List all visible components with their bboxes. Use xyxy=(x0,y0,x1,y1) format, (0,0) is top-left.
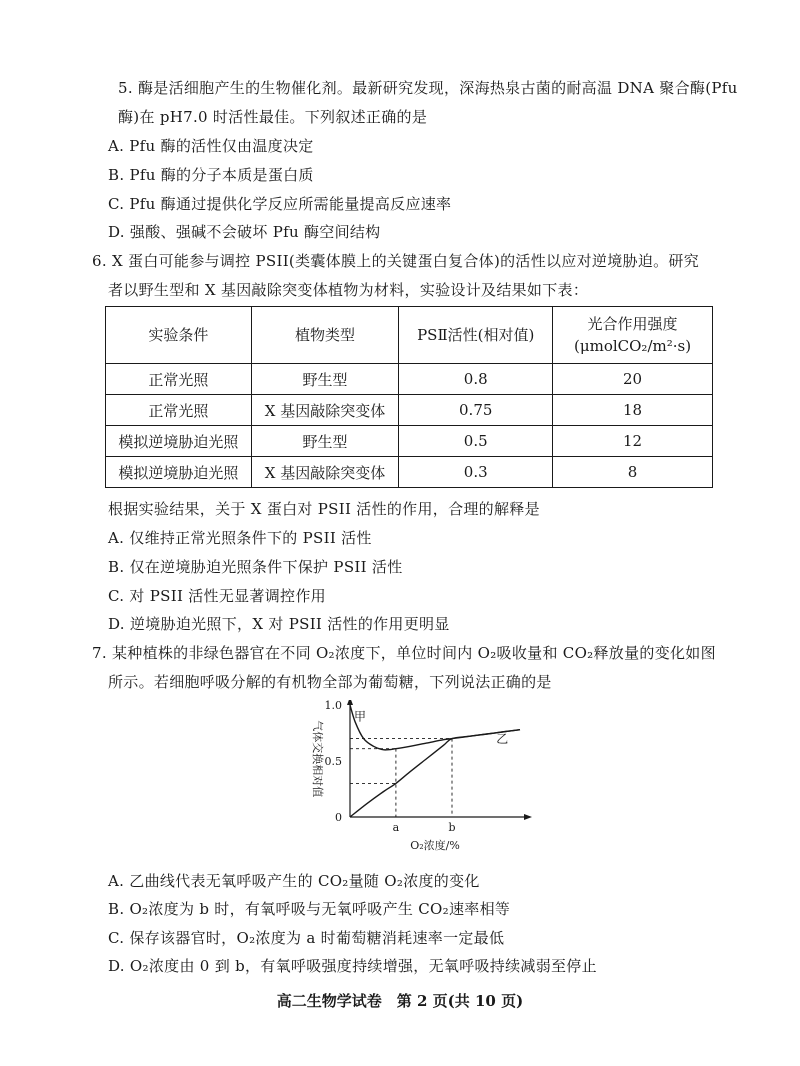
series-yi-line xyxy=(350,730,520,817)
table-header-photosynthesis xyxy=(553,307,713,364)
table-cell: 正常光照 xyxy=(106,364,252,395)
table-cell: 模拟逆境胁迫光照 xyxy=(106,457,252,488)
series-yi-label: 乙 xyxy=(496,732,509,747)
y-tick-label: 0.5 xyxy=(324,755,342,768)
table-header-row xyxy=(106,307,713,364)
q6-option-c: C. 对 PSII 活性无显著调控作用 xyxy=(108,587,326,605)
table-cell: 8 xyxy=(553,457,713,488)
table-cell: 正常光照 xyxy=(106,395,252,426)
q5-stem-line1: 5. 酶是活细胞产生的生物催化剂。最新研究发现，深海热泉古菌的耐高温 DNA 聚合酶(Pfu xyxy=(118,79,738,97)
q7-stem-line2: 所示。若细胞呼吸分解的有机物全部为葡萄糖，下列说法正确的是 xyxy=(108,673,552,691)
table-cell: 20 xyxy=(553,364,713,395)
q5-stem-line2: 酶)在 pH7.0 时活性最佳。下列叙述正确的是 xyxy=(118,108,428,126)
q7-option-c: C. 保存该器官时，O₂浓度为 a 时葡萄糖消耗速率一定最低 xyxy=(108,929,505,947)
table-cell: 18 xyxy=(553,395,713,426)
table-cell: 0.3 xyxy=(399,457,553,488)
q6-option-b: B. 仅在逆境胁迫光照条件下保护 PSII 活性 xyxy=(108,558,403,576)
y-tick-label: 1.0 xyxy=(324,700,342,712)
x-axis-label: O₂浓度/% xyxy=(410,839,460,852)
q7-option-a: A. 乙曲线代表无氧呼吸产生的 CO₂量随 O₂浓度的变化 xyxy=(108,872,480,890)
y-axis-arrow xyxy=(347,700,353,705)
x-tick-label: a xyxy=(392,821,400,834)
y-axis-label: 气体交换相对值 xyxy=(311,720,324,798)
series-jia-line xyxy=(350,705,520,750)
q5-option-d: D. 强酸、强碱不会破坏 Pfu 酶空间结构 xyxy=(108,223,381,241)
table-cell: X 基因敲除突变体 xyxy=(251,395,399,426)
q7-option-d: D. O₂浓度由 0 到 b，有氧呼吸强度持续增强，无氧呼吸持续减弱至停止 xyxy=(108,957,597,975)
x-axis-arrow xyxy=(524,814,532,820)
q6-results-table xyxy=(105,306,713,488)
table-cell: X 基因敲除突变体 xyxy=(251,457,399,488)
q6-stem-line1: 6. X 蛋白可能参与调控 PSII(类囊体膜上的关键蛋白复合体)的活性以应对逆境胁迫。研究 xyxy=(92,252,700,270)
table-cell: 模拟逆境胁迫光照 xyxy=(106,426,252,457)
table-row xyxy=(106,426,713,457)
table-row xyxy=(106,395,713,426)
table-row xyxy=(106,364,713,395)
q7-option-b: B. O₂浓度为 b 时，有氧呼吸与无氧呼吸产生 CO₂速率相等 xyxy=(108,900,511,918)
q6-stem-line2: 者以野生型和 X 基因敲除突变体植物为材料，实验设计及结果如下表： xyxy=(108,281,589,299)
page-footer: 高二生物学试卷 第 2 页(共 10 页) xyxy=(276,992,524,1010)
table-header-plant-type: 植物类型 xyxy=(251,307,399,364)
table-cell: 0.5 xyxy=(399,426,553,457)
q7-stem-line1: 7. 某种植株的非绿色器官在不同 O₂浓度下，单位时间内 O₂吸收量和 CO₂释放量的变化如图 xyxy=(92,644,716,662)
table-cell: 野生型 xyxy=(251,426,399,457)
q6-question: 根据实验结果，关于 X 蛋白对 PSII 活性的作用，合理的解释是 xyxy=(108,500,540,518)
q5-option-c: C. Pfu 酶通过提供化学反应所需能量提高反应速率 xyxy=(108,195,452,213)
y-tick-label: 0 xyxy=(335,811,342,824)
table-header-photosynthesis-unit: (μmolCO₂/m²·s) xyxy=(574,337,692,355)
table-cell: 0.8 xyxy=(399,364,553,395)
x-tick-label: b xyxy=(448,821,456,834)
series-jia-label: 甲 xyxy=(354,709,367,724)
q5-option-a: A. Pfu 酶的活性仅由温度决定 xyxy=(108,137,314,155)
table-header-condition: 实验条件 xyxy=(106,307,252,364)
table-cell: 0.75 xyxy=(399,395,553,426)
q6-option-a: A. 仅维持正常光照条件下的 PSII 活性 xyxy=(108,529,372,547)
table-header-photosynthesis-label: 光合作用强度 xyxy=(587,315,678,333)
table-header-psii-activity: PSⅡ活性(相对值) xyxy=(399,307,553,364)
q6-option-d: D. 逆境胁迫光照下，X 对 PSII 活性的作用更明显 xyxy=(108,615,450,633)
q7-gas-exchange-chart xyxy=(285,700,545,860)
table-cell: 12 xyxy=(553,426,713,457)
table-row xyxy=(106,457,713,488)
table-cell: 野生型 xyxy=(251,364,399,395)
q5-option-b: B. Pfu 酶的分子本质是蛋白质 xyxy=(108,166,314,184)
